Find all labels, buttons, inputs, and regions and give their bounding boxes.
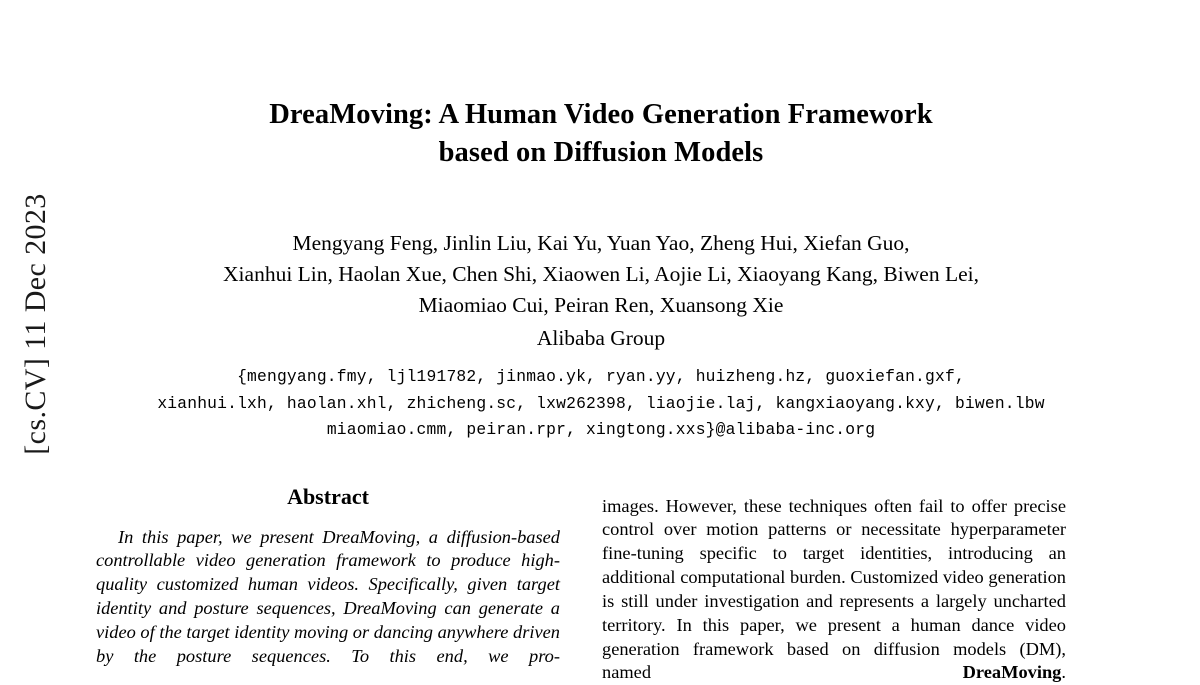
intro-text-before-bold: images. However, these techniques often fail to offer precise control over motion patterns or necessitate hyperparameter fine-tuning specific to target identities, introducing an additional computational burden. Customized video generation is still under investigation and represents a largely uncharted territory. In this paper, we present a human dance video generation framework based on diffusion models (DM), named bbox=[602, 495, 1066, 683]
arxiv-identifier-stamp: [cs.CV] 11 Dec 2023 bbox=[19, 193, 52, 455]
left-column bbox=[96, 484, 560, 685]
abstract-paragraph bbox=[96, 526, 560, 669]
abstract-text: In this paper, we present DreaMoving, a diffusion-based controllable video generation framework to produce high-quality customized human videos. Specifically, given target identity and posture sequences, DreaMoving can generate a video of the target identity moving or dancing anywhere driven by the posture sequences. To this end, we pro- bbox=[96, 526, 560, 666]
email-line-1: {mengyang.fmy, ljl191782, jinmao.yk, ryan.yy, huizheng.hz, guoxiefan.gxf, bbox=[237, 367, 965, 387]
abstract-heading: Abstract bbox=[287, 483, 369, 509]
method-name-bold: DreaMoving bbox=[962, 662, 1062, 683]
right-column bbox=[602, 484, 1066, 685]
author-list bbox=[96, 228, 1106, 322]
author-line-3: Miaomiao Cui, Peiran Ren, Xuansong Xie bbox=[418, 293, 784, 318]
intro-paragraph bbox=[602, 495, 1066, 685]
title-line-1: DreaMoving: A Human Video Generation Framework bbox=[269, 99, 933, 130]
affiliation: Alibaba Group bbox=[536, 326, 666, 351]
email-line-3: miaomiao.cmm, peiran.rpr, xingtong.xxs}@alibaba-inc.org bbox=[326, 420, 876, 440]
paper-page bbox=[96, 0, 1106, 683]
two-column-body bbox=[96, 484, 1106, 685]
email-line-2: xianhui.lxh, haolan.xhl, zhicheng.sc, lxw262398, liaojie.laj, kangxiaoyang.kxy, biwen.lbw bbox=[157, 393, 1045, 413]
author-line-1: Mengyang Feng, Jinlin Liu, Kai Yu, Yuan Yao, Zheng Hui, Xiefan Guo, bbox=[292, 230, 910, 255]
author-emails bbox=[96, 364, 1106, 443]
author-line-2: Xianhui Lin, Haolan Xue, Chen Shi, Xiaowen Li, Aojie Li, Xiaoyang Kang, Biwen Lei, bbox=[223, 261, 979, 286]
intro-text-after-bold: . bbox=[1061, 662, 1066, 683]
page-title bbox=[96, 96, 1106, 172]
title-line-2: based on Diffusion Models bbox=[438, 136, 764, 168]
